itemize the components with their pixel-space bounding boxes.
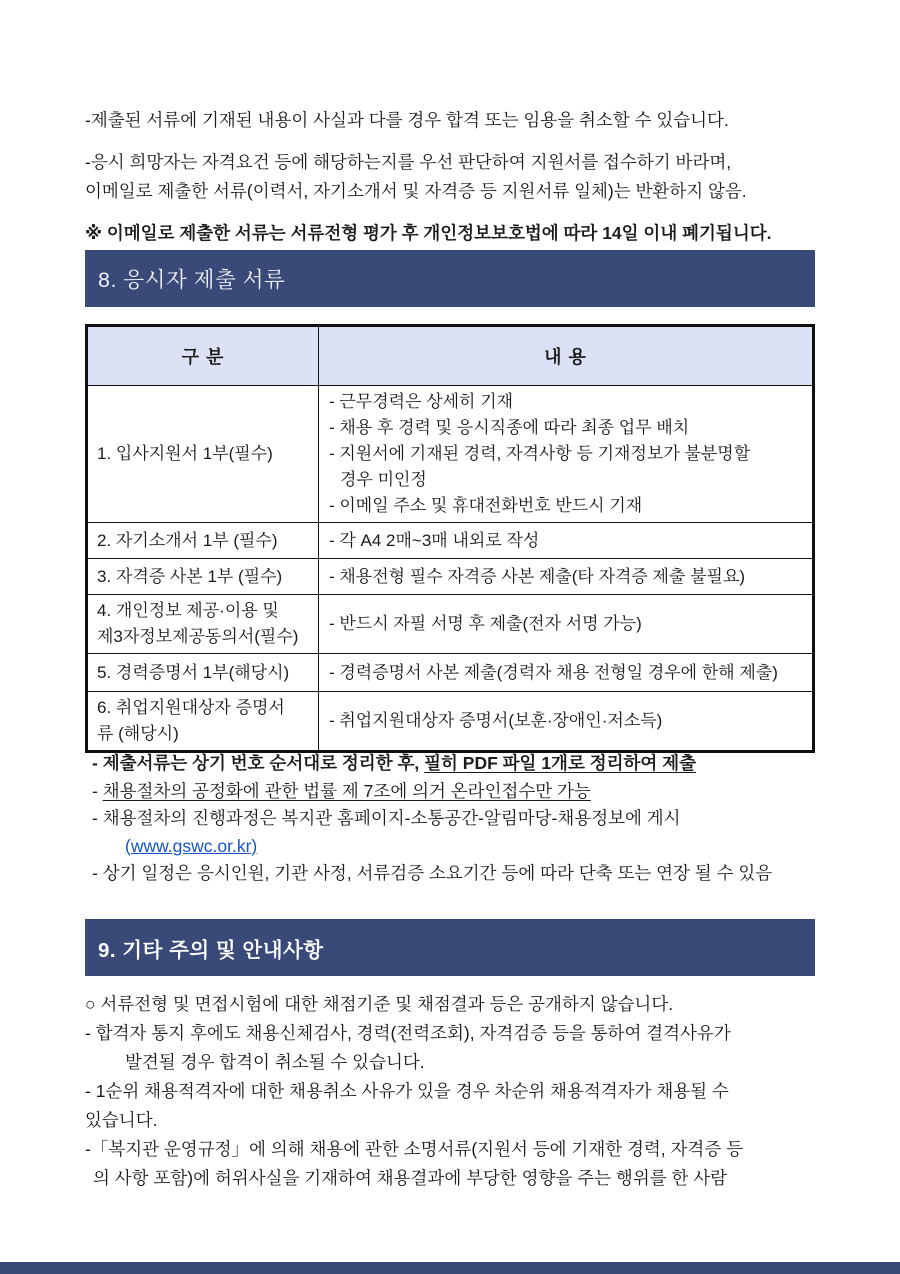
row4-content: - 반드시 자필 서명 후 제출(전자 서명 가능)	[319, 595, 814, 654]
note-online-only-underlined: 채용절차의 공정화에 관한 법률 제 7조에 의거 온라인접수만 가능	[102, 780, 591, 801]
note-schedule-change: - 상기 일정은 응시인원, 기관 사정, 서류검증 소요기간 등에 따라 단축 또는 연장 될 수 있음	[92, 863, 773, 883]
row1-content-line: - 이메일 주소 및 휴대전화번호 반드시 기재	[329, 496, 643, 515]
table-row	[87, 654, 814, 692]
intro-paragraph-no-return	[85, 148, 830, 206]
table-row	[87, 523, 814, 559]
row1-category: 1. 입사지원서 1부(필수)	[87, 386, 319, 523]
notice-next-rank-line1: - 1순위 채용적격자에 대한 채용취소 사유가 있을 경우 차순위 채용적격자가 채용될 수	[85, 1081, 729, 1101]
next-section-banner-cutoff	[0, 1262, 900, 1274]
table-row	[87, 692, 814, 752]
section9-banner	[85, 919, 815, 976]
note-process-posting: - 채용절차의 진행과정은 복지관 홈페이지-소통공간-알림마당-채용정보에 게시	[92, 808, 681, 828]
row5-content: - 경력증명서 사본 제출(경력자 채용 전형일 경우에 한해 제출)	[319, 654, 814, 692]
column-header-category: 구 분	[87, 326, 319, 386]
table-row	[87, 559, 814, 595]
notice-disqualification	[85, 1019, 835, 1077]
row4-category-line: 제3자정보제공동의서(필수)	[97, 627, 299, 646]
row4-category	[87, 595, 319, 654]
row3-category: 3. 자격증 사본 1부 (필수)	[87, 559, 319, 595]
row2-content: - 각 A4 2매~3매 내외로 작성	[319, 523, 814, 559]
section9-title: 9. 기타 주의 및 안내사항	[98, 938, 324, 962]
row1-content-line: - 지원서에 기재된 경력, 자격사항 등 기재정보가 불분명할	[329, 444, 751, 463]
row5-category: 5. 경력증명서 1부(해당시)	[87, 654, 319, 692]
other-notices-section	[85, 990, 835, 1193]
note-pdf-merge-underlined: 필히 PDF 파일 1개로 정리하여 제출	[424, 753, 697, 773]
row6-category	[87, 692, 319, 752]
notice-disqualification-line2: 발견될 경우 합격이 취소될 수 있습니다.	[125, 1052, 425, 1072]
notice-false-statement-line1: -「복지관 운영규정」에 의해 채용에 관한 소명서류(지원서 등에 기재한 경력, 자격증 등	[85, 1139, 744, 1159]
row1-content-line: - 채용 후 경력 및 응시직종에 따라 최종 업무 배치	[329, 418, 690, 437]
intro-paragraph-no-return-line2: 이메일로 제출한 서류(이력서, 자기소개서 및 자격증 등 지원서류 일체)는 반환하지 않음.	[85, 181, 747, 201]
row1-content-line: - 근무경력은 상세히 기재	[329, 392, 514, 411]
section8-banner	[85, 250, 815, 307]
table-row	[87, 595, 814, 654]
submission-notes	[92, 750, 832, 888]
submission-documents-table-wrap	[85, 324, 815, 753]
table-row	[87, 386, 814, 523]
intro-section	[85, 106, 830, 261]
row3-content: - 채용전형 필수 자격증 사본 제출(타 자격증 제출 불필요)	[319, 559, 814, 595]
notice-false-statement-line2: 의 사항 포함)에 허위사실을 기재하여 채용결과에 부당한 영향을 주는 행위를 한 사람	[93, 1168, 728, 1188]
notice-next-rank-line2: 있습니다.	[85, 1110, 158, 1130]
notice-disqualification-line1: - 합격자 통지 후에도 채용신체검사, 경력(전력조회), 자격검증 등을 통하여 결격사유가	[85, 1023, 731, 1043]
notice-no-disclosure: ○ 서류전형 및 면접시험에 대한 채점기준 및 채점결과 등은 공개하지 않습니다.	[85, 994, 674, 1014]
note-pdf-merge	[92, 750, 832, 778]
website-link[interactable]: (www.gswc.or.kr)	[125, 835, 258, 856]
notice-next-rank	[85, 1077, 835, 1135]
row6-category-line: 6. 취업지원대상자 증명서	[97, 698, 285, 717]
row1-content	[319, 386, 814, 523]
row2-category: 2. 자기소개서 1부 (필수)	[87, 523, 319, 559]
note-online-only	[92, 778, 832, 806]
row1-content-line-continuation: 경우 미인정	[340, 470, 427, 489]
notice-false-statement	[85, 1135, 835, 1193]
note-website-line	[92, 833, 832, 861]
submission-documents-table	[85, 324, 815, 753]
note-online-only-prefix: -	[92, 780, 103, 801]
intro-paragraph-no-return-line1: -응시 희망자는 자격요건 등에 해당하는지를 우선 판단하여 지원서를 접수하기 바라며,	[85, 152, 732, 172]
intro-disposal-notice: ※ 이메일로 제출한 서류는 서류전형 평가 후 개인정보보호법에 따라 14일 이내 폐기됩니다.	[85, 223, 772, 243]
table-header-row	[87, 326, 814, 386]
column-header-content: 내 용	[319, 326, 814, 386]
intro-paragraph-cancellation: -제출된 서류에 기재된 내용이 사실과 다를 경우 합격 또는 임용을 취소할 수 있습니다.	[85, 110, 729, 130]
note-pdf-merge-prefix: - 제출서류는 상기 번호 순서대로 정리한 후,	[92, 753, 425, 773]
section8-title: 8. 응시자 제출 서류	[98, 268, 286, 292]
row4-category-line: 4. 개인정보 제공·이용 및	[97, 601, 279, 620]
row6-category-line: 류 (해당시)	[97, 724, 179, 743]
row6-content: - 취업지원대상자 증명서(보훈·장애인·저소득)	[319, 692, 814, 752]
